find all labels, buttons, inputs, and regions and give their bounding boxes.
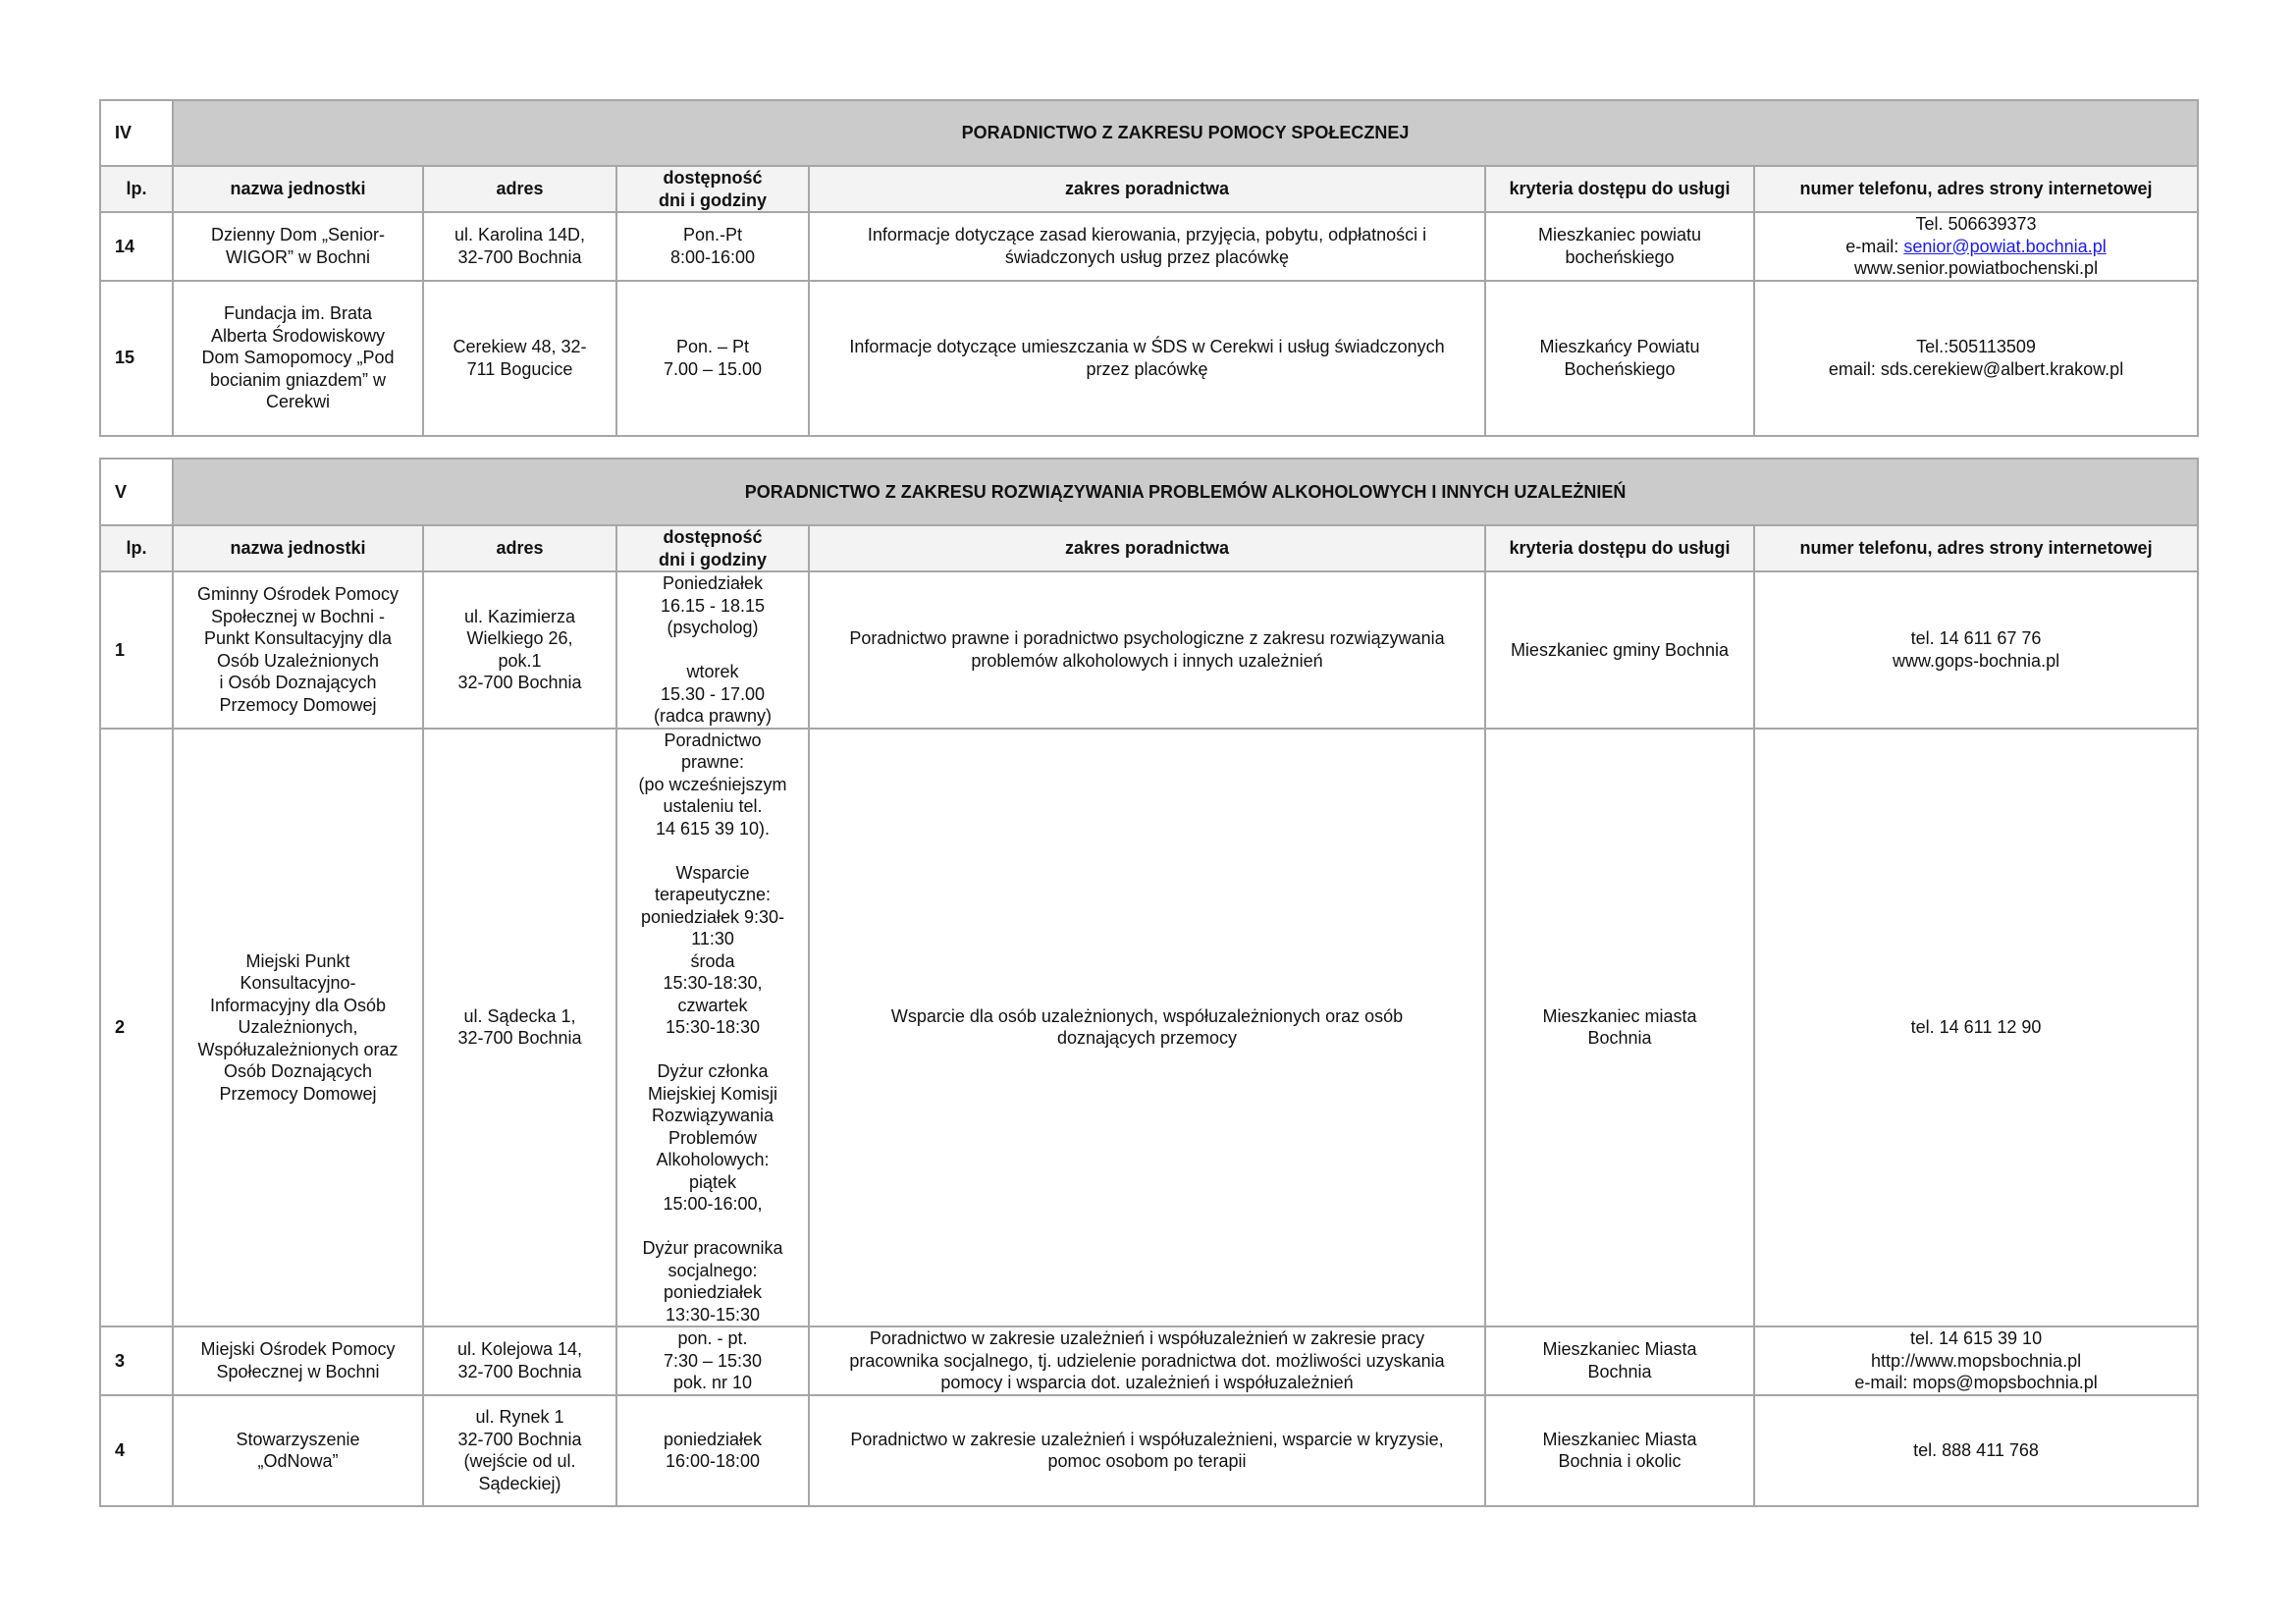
section-title: PORADNICTWO Z ZAKRESU POMOCY SPOŁECZNEJ <box>173 100 2198 166</box>
column-header-availability: dostępność dni i godziny <box>616 166 809 212</box>
row-number: 1 <box>100 571 173 729</box>
unit-contact <box>1754 212 2198 281</box>
column-header-lp: lp. <box>100 525 173 571</box>
column-header-scope: zakres poradnictwa <box>809 166 1485 212</box>
unit-name: Fundacja im. Brata Alberta Środowiskowy Dom Samopomocy „Pod bocianim gniazdem” w Cerekwi <box>173 281 423 436</box>
unit-address: ul. Kazimierza Wielkiego 26, pok.1 32-700 Bochnia <box>423 571 616 729</box>
row-number: 3 <box>100 1326 173 1395</box>
table-row <box>100 571 2198 729</box>
unit-address: Cerekiew 48, 32- 711 Bogucice <box>423 281 616 436</box>
unit-contact: tel. 888 411 768 <box>1754 1395 2198 1506</box>
unit-availability: pon. - pt. 7:30 – 15:30 pok. nr 10 <box>616 1326 809 1395</box>
unit-name: Gminny Ośrodek Pomocy Społecznej w Bochni - Punkt Konsultacyjny dla Osób Uzależnionych i Osób Doznających Przemocy Domowej <box>173 571 423 729</box>
unit-address: ul. Karolina 14D, 32-700 Bochnia <box>423 212 616 281</box>
unit-name: Dzienny Dom „Senior- WIGOR” w Bochni <box>173 212 423 281</box>
unit-name: Stowarzyszenie „OdNowa” <box>173 1395 423 1506</box>
table-row <box>100 1395 2198 1506</box>
unit-contact: tel. 14 611 12 90 <box>1754 729 2198 1327</box>
unit-scope: Informacje dotyczące umieszczania w ŚDS w Cerekwi i usług świadczonych przez placówkę <box>809 281 1485 436</box>
contact-website: www.senior.powiatbochenski.pl <box>1853 258 2099 278</box>
unit-address: ul. Rynek 1 32-700 Bochnia (wejście od ul. Sądeckiej) <box>423 1395 616 1506</box>
section-number: V <box>100 459 173 525</box>
column-header-address: adres <box>423 166 616 212</box>
section-header-row <box>100 100 2198 166</box>
column-header-row <box>100 525 2198 571</box>
unit-criteria: Mieszkaniec powiatu bocheńskiego <box>1485 212 1754 281</box>
table-row <box>100 1326 2198 1395</box>
table-row <box>100 281 2198 436</box>
unit-criteria: Mieszkańcy Powiatu Bocheńskiego <box>1485 281 1754 436</box>
unit-contact: tel. 14 615 39 10 http://www.mopsbochnia.pl e-mail: mops@mopsbochnia.pl <box>1754 1326 2198 1395</box>
unit-availability: Pon.-Pt 8:00-16:00 <box>616 212 809 281</box>
table-row <box>100 212 2198 281</box>
contact-phone: Tel. 506639373 <box>1915 214 2037 234</box>
table-row <box>100 729 2198 1327</box>
column-header-availability: dostępność dni i godziny <box>616 525 809 571</box>
unit-criteria: Mieszkaniec gminy Bochnia <box>1485 571 1754 729</box>
column-header-contact: numer telefonu, adres strony internetowej <box>1754 525 2198 571</box>
section-title: PORADNICTWO Z ZAKRESU ROZWIĄZYWANIA PROBLEMÓW ALKOHOLOWYCH I INNYCH UZALEŻNIEŃ <box>173 459 2198 525</box>
section-number: IV <box>100 100 173 166</box>
unit-scope: Poradnictwo w zakresie uzależnień i współuzależnieni, wsparcie w kryzysie, pomoc osobom po terapii <box>809 1395 1485 1506</box>
unit-address: ul. Sądecka 1, 32-700 Bochnia <box>423 729 616 1327</box>
unit-scope: Poradnictwo prawne i poradnictwo psychologiczne z zakresu rozwiązywania problemów alkoholowych i innych uzależnień <box>809 571 1485 729</box>
unit-scope: Poradnictwo w zakresie uzależnień i współuzależnień w zakresie pracy pracownika socjalnego, tj. udzielenie poradnictwa dot. możliwości uzyskania pomocy i wsparcia dot. uzależnień i współuzależnień <box>809 1326 1485 1395</box>
unit-availability: poniedziałek 16:00-18:00 <box>616 1395 809 1506</box>
unit-availability: Poradnictwo prawne: (po wcześniejszym ustaleniu tel. 14 615 39 10). Wsparcie terapeutyczne: poniedziałek 9:30- 11:30 środa 15:30-18:30, czwartek 15:30-18:30 Dyżur członka Miejskiej Komisji Rozwiązywania Problemów Alkoholowych: piątek 15:00-16:00, Dyżur pracownika socjalnego: poniedziałek 13:30-15:30 <box>616 729 809 1327</box>
unit-availability: Poniedziałek 16.15 - 18.15 (psycholog) wtorek 15.30 - 17.00 (radca prawny) <box>616 571 809 729</box>
column-header-row <box>100 166 2198 212</box>
column-header-address: adres <box>423 525 616 571</box>
unit-criteria: Mieszkaniec Miasta Bochnia i okolic <box>1485 1395 1754 1506</box>
row-number: 14 <box>100 212 173 281</box>
unit-contact: tel. 14 611 67 76 www.gops-bochnia.pl <box>1754 571 2198 729</box>
column-header-criteria: kryteria dostępu do usługi <box>1485 525 1754 571</box>
column-header-scope: zakres poradnictwa <box>809 525 1485 571</box>
row-number: 15 <box>100 281 173 436</box>
column-header-lp: lp. <box>100 166 173 212</box>
section-iv-table <box>99 99 2199 437</box>
row-number: 4 <box>100 1395 173 1506</box>
contact-email-label: e-mail: <box>1845 236 1904 256</box>
column-header-criteria: kryteria dostępu do usługi <box>1485 166 1754 212</box>
unit-address: ul. Kolejowa 14, 32-700 Bochnia <box>423 1326 616 1395</box>
unit-scope: Informacje dotyczące zasad kierowania, przyjęcia, pobytu, odpłatności i świadczonych usług przez placówkę <box>809 212 1485 281</box>
email-link[interactable]: senior@powiat.bochnia.pl <box>1903 236 2107 256</box>
unit-name: Miejski Ośrodek Pomocy Społecznej w Bochni <box>173 1326 423 1395</box>
unit-name: Miejski Punkt Konsultacyjno- Informacyjny dla Osób Uzależnionych, Współuzależnionych oraz Osób Doznających Przemocy Domowej <box>173 729 423 1327</box>
column-header-name: nazwa jednostki <box>173 166 423 212</box>
unit-contact: Tel.:505113509 email: sds.cerekiew@albert.krakow.pl <box>1754 281 2198 436</box>
unit-criteria: Mieszkaniec miasta Bochnia <box>1485 729 1754 1327</box>
unit-criteria: Mieszkaniec Miasta Bochnia <box>1485 1326 1754 1395</box>
row-number: 2 <box>100 729 173 1327</box>
column-header-contact: numer telefonu, adres strony internetowej <box>1754 166 2198 212</box>
column-header-name: nazwa jednostki <box>173 525 423 571</box>
section-header-row <box>100 459 2198 525</box>
unit-availability: Pon. – Pt 7.00 – 15.00 <box>616 281 809 436</box>
section-v-table <box>99 458 2199 1507</box>
unit-scope: Wsparcie dla osób uzależnionych, współuzależnionych oraz osób doznających przemocy <box>809 729 1485 1327</box>
